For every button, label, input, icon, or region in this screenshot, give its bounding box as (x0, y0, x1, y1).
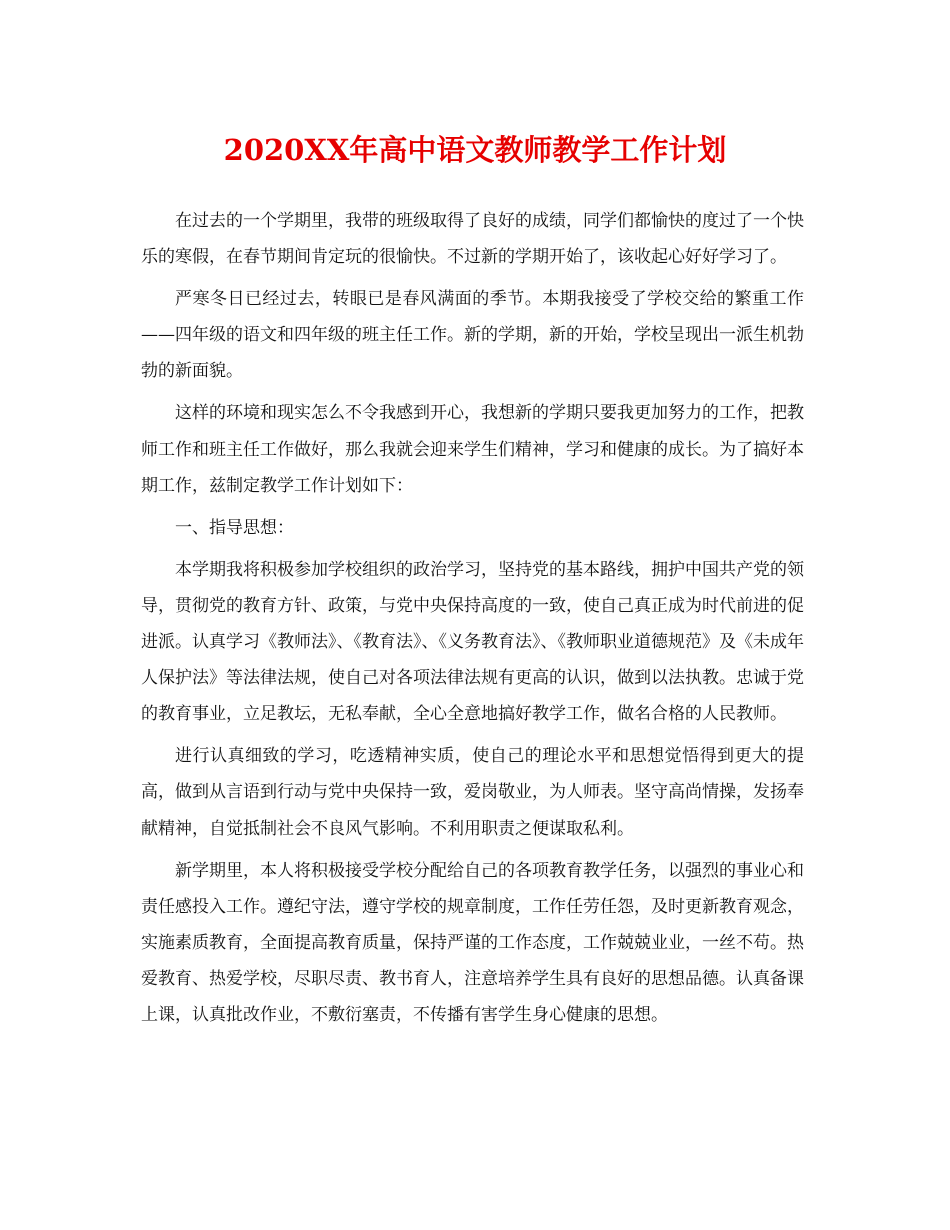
paragraph: 新学期里，本人将积极接受学校分配给自己的各项教育教学任务，以强烈的事业心和责任感投入工作。遵纪守法，遵守学校的规章制度，工作任劳任怨，及时更新教育观念，实施素质教育，全面提高教育质量，保持严谨的工作态度，工作兢兢业业，一丝不苟。热爱教育、热爱学校，尽职尽责、教书育人，注意培养学生具有良好的思想品德。认真备课上课，认真批改作业，不敷衍塞责，不传播有害学生身心健康的思想。 (141, 860, 804, 1025)
paragraph: 本学期我将积极参加学校组织的政治学习，坚持党的基本路线，拥护中国共产党的领导，贯彻党的教育方针、政策，与党中央保持高度的一致，使自己真正成为时代前进的促进派。认真学习《教师法》、《教育法》、《义务教育法》、《教师职业道德规范》及《未成年人保护法》等法律法规，使自己对各项法律法规有更高的认识，做到以法执教。忠诚于党的教育事业，立足教坛，无私奉献，全心全意地搞好教学工作，做名合格的人民教师。 (141, 559, 804, 725)
paragraph: 严寒冬日已经过去，转眼已是春风满面的季节。本期我接受了学校交给的繁重工作——四年级的语文和四年级的班主任工作。新的学期，新的开始，学校呈现出一派生机勃勃的新面貌。 (141, 289, 804, 382)
paragraph: 在过去的一个学期里，我带的班级取得了良好的成绩，同学们都愉快的度过了一个快乐的寒假，在春节期间肯定玩的很愉快。不过新的学期开始了，该收起心好好学习了。 (141, 211, 804, 268)
paragraph: 这样的环境和现实怎么不令我感到开心，我想新的学期只要我更加努力的工作，把教师工作和班主任工作做好，那么我就会迎来学生们精神，学习和健康的成长。为了搞好本期工作，兹制定教学工作计划如下： (141, 403, 804, 496)
document-title: 2020XX年高中语文教师教学工作计划 (223, 133, 727, 167)
section-heading: 一、指导思想： (175, 517, 294, 538)
document-body (141, 203, 804, 1039)
paragraph: 进行认真细致的学习，吃透精神实质，使自己的理论水平和思想觉悟得到更大的提高，做到从言语到行动与党中央保持一致，爱岗敬业，为人师表。坚守高尚情操，发扬奉献精神，自觉抵制社会不良风气影响。不利用职责之便谋取私利。 (141, 746, 804, 839)
